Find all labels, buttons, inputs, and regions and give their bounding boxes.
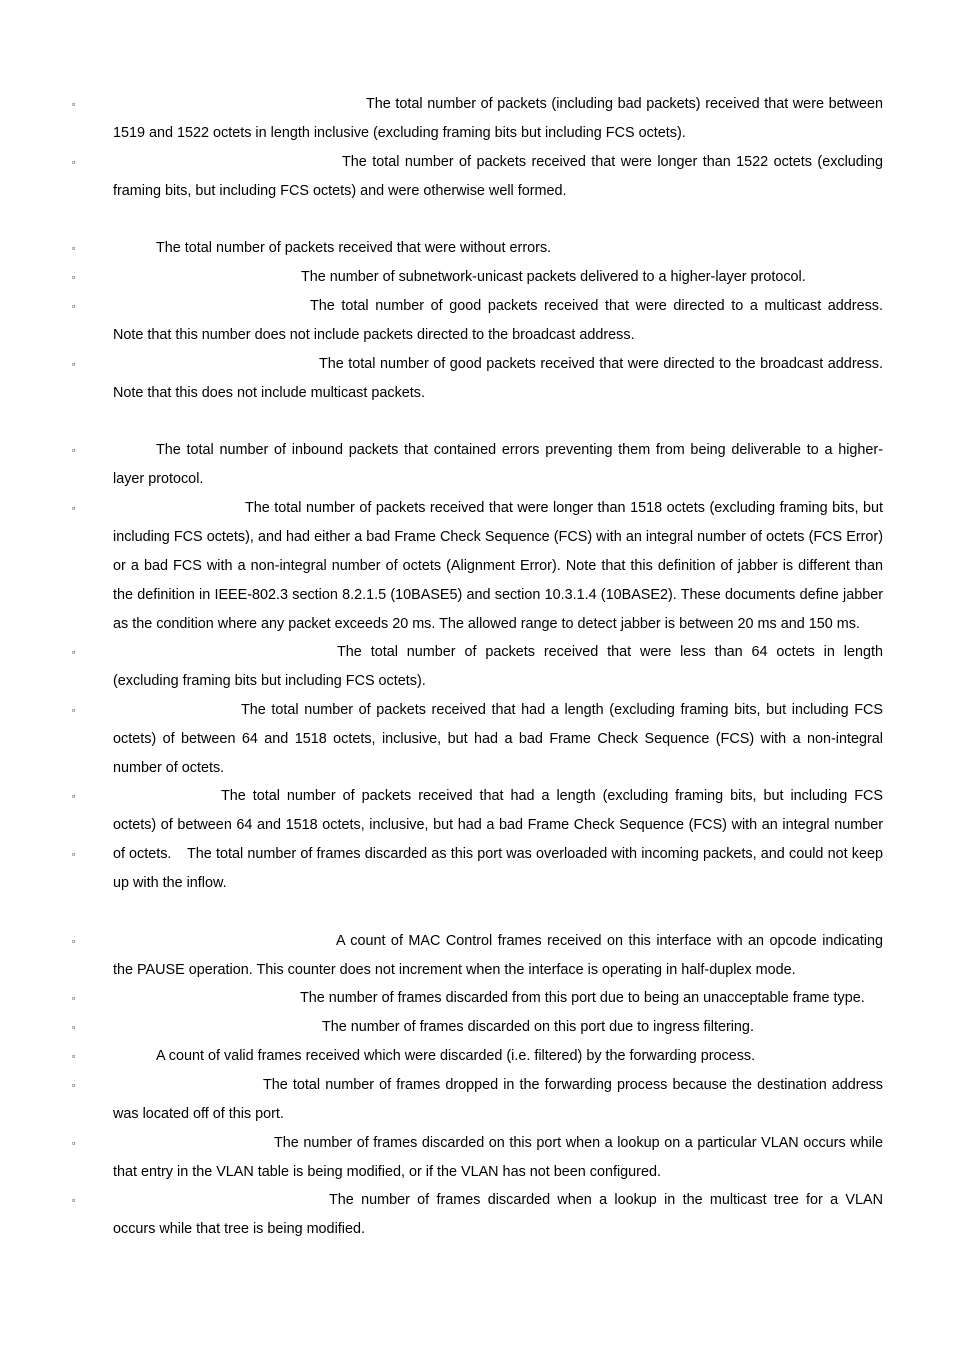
list-item-text: The total number of frames dropped in the forwarding process because the destination address was located off of this port. bbox=[113, 1077, 883, 1122]
bullet-marker: ▫ bbox=[72, 705, 76, 715]
bullet-marker: ▫ bbox=[72, 272, 76, 282]
list-item-text: The number of frames discarded from this port due to being an unacceptable frame type. bbox=[300, 990, 865, 1006]
bullet-marker: ▫ bbox=[72, 99, 76, 109]
list-item-text: The total number of packets received that had a length (excluding framing bits, but including FCS octets) of between 64 and 1518 octets, inclusive, but had a bad Frame Check Sequence (FCS) with an integral number of octets. bbox=[113, 788, 883, 862]
list-item-text: The number of frames discarded on this port when a lookup on a particular VLAN occurs while that entry in the VLAN table is being modified, or if the VLAN has not been configured. bbox=[113, 1135, 883, 1180]
list-item-text: The total number of good packets received that were directed to the broadcast address. Note that this does not include multicast packets. bbox=[113, 356, 883, 401]
bullet-marker: ▫ bbox=[72, 301, 76, 311]
bullet-marker: ▫ bbox=[72, 791, 76, 801]
bullet-marker: ▫ bbox=[72, 359, 76, 369]
list-item-text: The total number of inbound packets that contained errors preventing them from being deliverable to a higher-layer protocol. bbox=[113, 442, 883, 487]
list-item-text: The total number of frames discarded as this port was overloaded with incoming packets, and could not keep up with the inflow. bbox=[113, 846, 883, 891]
bullet-marker: ▫ bbox=[72, 1022, 76, 1032]
bullet-marker: ▫ bbox=[72, 849, 76, 859]
bullet-marker: ▫ bbox=[72, 993, 76, 1003]
list-item-text: The number of frames discarded on this port due to ingress filtering. bbox=[322, 1019, 754, 1035]
bullet-marker: ▫ bbox=[72, 503, 76, 513]
bullet-marker: ▫ bbox=[72, 647, 76, 657]
list-item-text: A count of MAC Control frames received on this interface with an opcode indicating the PAUSE operation. This counter does not increment when the interface is operating in half-duplex mode. bbox=[113, 933, 883, 978]
list-item-text: The total number of packets (including bad packets) received that were between 1519 and 1522 octets in length inclusive (excluding framing bits but including FCS octets). bbox=[113, 96, 883, 141]
bullet-marker: ▫ bbox=[72, 445, 76, 455]
bullet-marker: ▫ bbox=[72, 936, 76, 946]
bullet-marker: ▫ bbox=[72, 243, 76, 253]
bullet-marker: ▫ bbox=[72, 1138, 76, 1148]
list-item-text: The total number of packets received that were longer than 1522 octets (excluding framing bits, but including FCS octets) and were otherwise well formed. bbox=[113, 154, 883, 199]
list-item-text: A count of valid frames received which were discarded (i.e. filtered) by the forwarding process. bbox=[156, 1048, 756, 1064]
bullet-marker: ▫ bbox=[72, 1051, 76, 1061]
list-item-text: The total number of packets received that had a length (excluding framing bits, but including FCS octets) of between 64 and 1518 octets, inclusive, but had a bad Frame Check Sequence (FCS) with a non-integral number of octets. bbox=[113, 702, 883, 776]
list-item-text: The number of subnetwork-unicast packets delivered to a higher-layer protocol. bbox=[301, 269, 806, 285]
bullet-marker: ▫ bbox=[72, 1195, 76, 1205]
bullet-marker: ▫ bbox=[72, 1080, 76, 1090]
list-item-text: The number of frames discarded when a lookup in the multicast tree for a VLAN occurs while that tree is being modified. bbox=[113, 1192, 883, 1237]
list-item-text: The total number of packets received that were without errors. bbox=[156, 240, 552, 256]
list-item-text: The total number of good packets received that were directed to a multicast address. Note that this number does not include packets directed to the broadcast address. bbox=[113, 298, 883, 343]
list-item-text: The total number of packets received that were less than 64 octets in length (excluding framing bits but including FCS octets). bbox=[113, 644, 883, 689]
list-item-text: The total number of packets received that were longer than 1518 octets (excluding framing bits, but including FCS octets), and had either a bad Frame Check Sequence (FCS) with an integral number of octets (FCS Error) or a bad FCS with a non-integral number of octets (Alignment Error). Note that this definition of jabber is different than the definition in IEEE-802.3 section 8.2.1.5 (10BASE5) and section 10.3.1.4 (10BASE2). These documents define jabber as the condition where any packet exceeds 20 ms. The allowed range to detect jabber is between 20 ms and 150 ms. bbox=[113, 500, 883, 632]
bullet-marker: ▫ bbox=[72, 157, 76, 167]
